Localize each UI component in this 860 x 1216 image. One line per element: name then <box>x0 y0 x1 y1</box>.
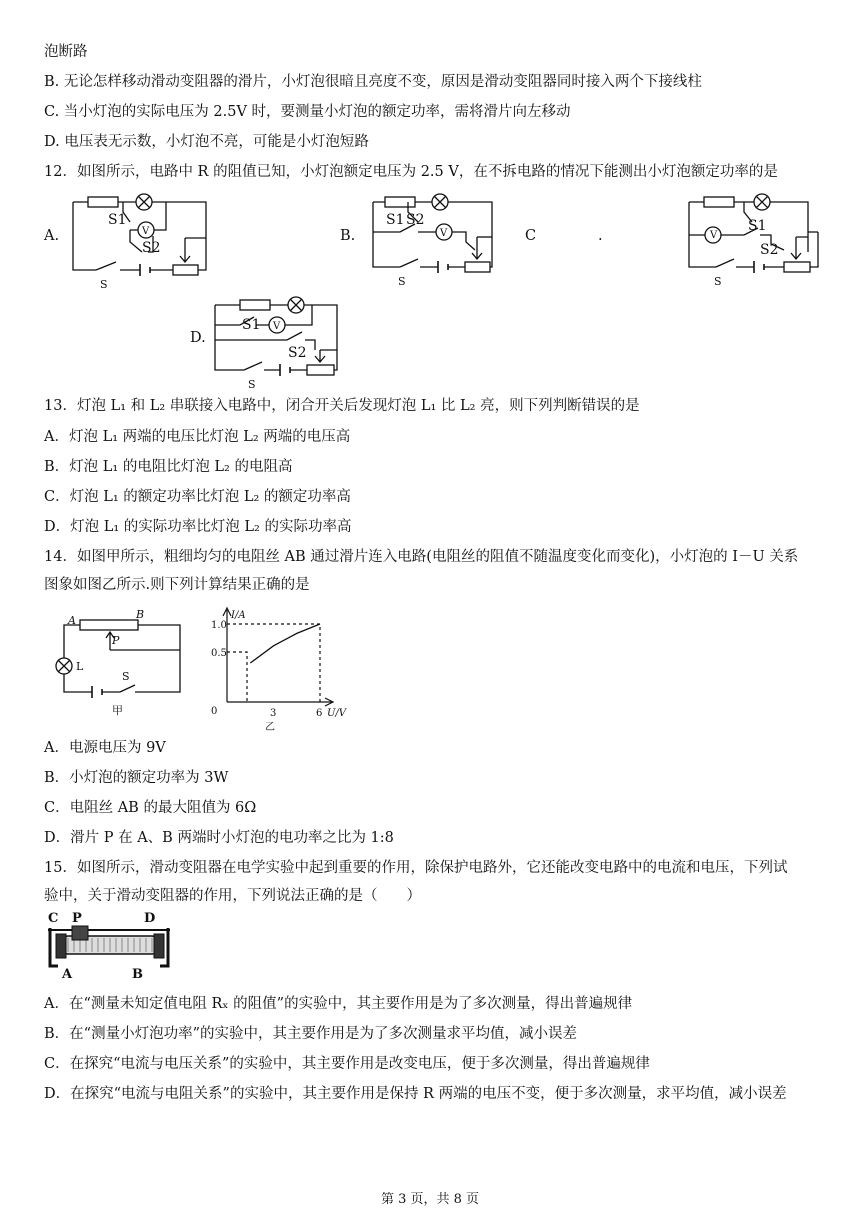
iu-curve <box>250 624 320 663</box>
voltmeter-label: V <box>710 230 718 241</box>
text-line: D. 电压表无示数，小灯泡不亮，可能是小灯泡短路 <box>44 134 369 150</box>
caption-jia: 甲 <box>112 704 123 717</box>
question-12: 12．如图所示，电路中 R 的阻值已知，小灯泡额定电压为 2.5 V，在不拆电路的情况下能测出小灯泡额定功率的是 <box>44 164 778 180</box>
question-14-cont: 图象如图乙所示.则下列计算结果正确的是 <box>44 577 310 593</box>
x-tick-6: 6 <box>316 708 323 719</box>
label-l: L <box>76 660 84 673</box>
switch-s-label: S <box>714 275 722 288</box>
option-13c: C．灯泡 L₁ 的额定功率比灯泡 L₂ 的额定功率高 <box>44 489 351 505</box>
label-s: S <box>122 670 130 683</box>
option-14d: D．滑片 P 在 A、B 两端时小灯泡的电功率之比为 1:8 <box>44 830 394 846</box>
question-15: 15．如图所示，滑动变阻器在电学实验中起到重要的作用，除保护电路外，它还能改变电路中的电流和电压，下列试 <box>44 860 788 876</box>
circuit-a <box>68 190 208 291</box>
x-axis-label: U/V <box>327 708 347 719</box>
y-axis-label: I/A <box>231 610 246 621</box>
terminal-c: C <box>48 911 59 926</box>
circuit-b <box>370 192 500 288</box>
switch-s-label: S <box>248 378 256 391</box>
option-label-c-dot: . <box>598 228 603 244</box>
option-13d: D．灯泡 L₁ 的实际功率比灯泡 L₂ 的实际功率高 <box>44 519 352 535</box>
terminal-d: D <box>144 911 156 926</box>
figure-14-yi-chart <box>205 604 355 733</box>
rheostat-image <box>44 910 174 980</box>
figure-14-jia <box>50 606 190 718</box>
switch-s1-label: S1 <box>242 317 261 333</box>
switch-s2-label: S2 <box>142 240 161 256</box>
option-15c: C．在探究“电流与电压关系”的实验中，其主要作用是改变电压，便于多次测量，得出普遍规律 <box>44 1056 650 1072</box>
terminal-p: P <box>72 911 82 926</box>
x-tick-3: 3 <box>270 708 277 719</box>
text-line: B. 无论怎样移动滑动变阻器的滑片，小灯泡很暗且亮度不变，原因是滑动变阻器同时接入两个下接线柱 <box>44 74 702 90</box>
option-13a: A．灯泡 L₁ 两端的电压比灯泡 L₂ 两端的电压高 <box>44 429 351 445</box>
question-14: 14．如图甲所示，粗细均匀的电阻丝 AB 通过滑片连入电路(电阻丝的阻值不随温度变化而变化)，小灯泡的 I－U 关系 <box>44 549 799 565</box>
page-footer: 第 3 页，共 8 页 <box>380 1192 480 1207</box>
voltmeter-label: V <box>273 321 281 332</box>
option-label-d: D. <box>190 330 206 346</box>
circuit-d <box>212 295 352 391</box>
question-13: 13．灯泡 L₁ 和 L₂ 串联接入电路中，闭合开关后发现灯泡 L₁ 比 L₂ 亮，则下列判断错误的是 <box>44 398 640 414</box>
option-label-a: A. <box>44 228 60 244</box>
voltmeter-label: V <box>440 228 448 239</box>
option-14a: A．电源电压为 9V <box>44 740 166 756</box>
option-14c: C．电阻丝 AB 的最大阻值为 6Ω <box>44 800 257 816</box>
gridline-05 <box>227 652 247 702</box>
label-p: P <box>112 634 120 647</box>
switch-s2-label: S2 <box>406 212 425 228</box>
option-15b: B．在“测量小灯泡功率”的实验中，其主要作用是为了多次测量求平均值，减小误差 <box>44 1026 577 1042</box>
y-tick-1: 1.0 <box>211 620 227 631</box>
text-line: C. 当小灯泡的实际电压为 2.5V 时，要测量小灯泡的额定功率，需将滑片向左移动 <box>44 104 571 120</box>
label-a: A <box>68 614 76 627</box>
switch-s-label: S <box>398 275 406 288</box>
question-15-cont: 验中，关于滑动变阻器的作用，下列说法正确的是（ ） <box>44 888 421 904</box>
x-axis <box>227 698 333 706</box>
text-line: 泡断路 <box>44 44 88 60</box>
switch-s-label: S <box>100 278 108 291</box>
y-tick-05: 0.5 <box>211 648 227 659</box>
option-15a: A．在“测量未知定值电阻 Rₓ 的阻值”的实验中，其主要作用是为了多次测量，得出普遍规律 <box>44 996 633 1012</box>
option-label-b: B. <box>340 228 356 244</box>
origin-label: 0 <box>211 706 218 717</box>
circuit-c <box>686 192 826 288</box>
voltmeter-label: V <box>142 226 150 237</box>
label-b: B <box>136 608 145 621</box>
switch-s1-label: S1 <box>748 218 767 234</box>
caption-yi: 乙 <box>265 722 275 733</box>
gridline-1 <box>227 624 320 702</box>
terminal-b: B <box>132 967 143 982</box>
option-label-c: C <box>525 228 537 244</box>
terminal-a: A <box>62 967 73 982</box>
switch-s2-label: S2 <box>760 242 779 258</box>
option-13b: B．灯泡 L₁ 的电阻比灯泡 L₂ 的电阻高 <box>44 459 293 475</box>
option-14b: B．小灯泡的额定功率为 3W <box>44 770 229 786</box>
switch-s1-label: S1 <box>108 212 127 228</box>
option-15d: D．在探究“电流与电阻关系”的实验中，其主要作用是保持 R 两端的电压不变，便于多次测量，求平均值，减小误差 <box>44 1086 787 1102</box>
switch-s2-label: S2 <box>288 345 307 361</box>
switch-s1-label: S1 <box>386 212 405 228</box>
